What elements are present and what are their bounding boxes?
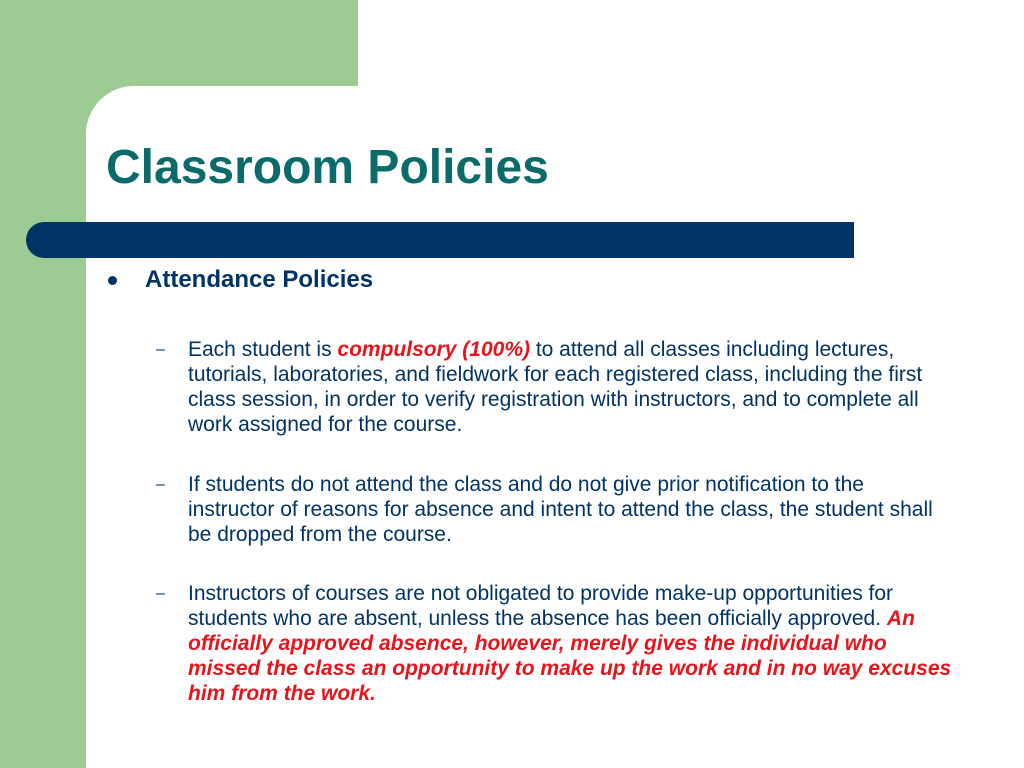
- subpoint-1-post: to attend all classes including lectures, tutorials, laboratories, and fieldwork for each registered class, including the first class session, in order to verify registration with instructors, and to complete all work assigned for the course.: [188, 338, 923, 436]
- title-underline-bar: [26, 222, 854, 258]
- subpoint-3-highlight: An officially approved absence, however, merely gives the individual who missed the class an opportunity to make up the work and in no way excuses him from the work.: [188, 607, 952, 705]
- dash-icon: –: [156, 476, 165, 493]
- slide-title: Classroom Policies: [106, 141, 549, 194]
- left-green-strip: [0, 0, 86, 768]
- subpoint-1-pre: Each student is: [188, 338, 338, 361]
- bullet-attendance: [106, 266, 373, 294]
- subpoint-3: [156, 581, 956, 706]
- top-right-white-area: [358, 0, 1024, 100]
- subpoint-3-pre: Instructors of courses are not obligated to provide make-up opportunities for students who are absent, unless the absence has been officially approved.: [188, 582, 894, 630]
- dash-icon: –: [156, 585, 165, 602]
- subpoint-1: [156, 337, 956, 437]
- bullet-label: Attendance Policies: [145, 266, 374, 293]
- subpoint-1-highlight: compulsory (100%): [337, 338, 530, 361]
- bullet-dot-icon: [108, 276, 117, 285]
- dash-icon: –: [156, 341, 165, 358]
- subpoint-2-text: If students do not attend the class and do not give prior notification to the instructor of reasons for absence and intent to attend the class, the student shall be dropped from the course.: [188, 473, 933, 546]
- subpoint-3-text: [188, 581, 956, 706]
- subpoint-1-text: [188, 337, 956, 437]
- subpoint-2: [156, 472, 956, 547]
